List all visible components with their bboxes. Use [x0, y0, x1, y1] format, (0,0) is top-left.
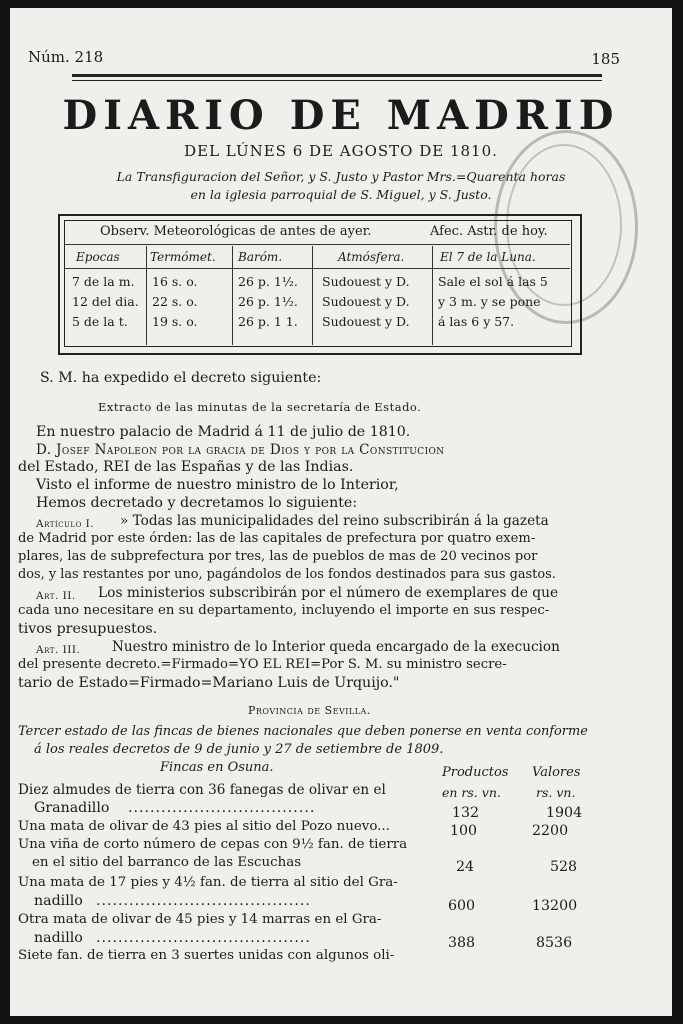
header-rule-thin — [72, 80, 602, 81]
finca-3-line-1: Una viña de corto número de cepas con 9½ fan. de tierra — [18, 837, 408, 852]
finca-3-valor: 528 — [550, 859, 578, 875]
article-3-line-2: del presente decreto.=Firmado=YO EL REI=Por S. M. su ministro secre- — [18, 657, 507, 672]
saints-line-2: en la iglesia parroquial de S. Miguel, y S. Justo. — [190, 187, 492, 202]
meteo-rule — [64, 268, 570, 269]
col-prod-unit: en rs. vn. — [442, 785, 501, 800]
meteo-divider — [232, 246, 233, 345]
dateline: DEL LÚNES 6 DE AGOSTO DE 1810. — [184, 142, 498, 160]
article-1-line-2: de Madrid por este órden: las de las capitales de prefectura por quatro exem- — [18, 531, 536, 546]
finca-3-line-2: en el sitio del barranco de las Escuchas — [32, 855, 302, 870]
finca-6-line-1: Siete fan. de tierra en 3 suertes unidas con algunos oli- — [18, 948, 395, 963]
col-luna: El 7 de la Luna. — [440, 250, 536, 264]
finca-5-line-2: nadillo — [34, 930, 83, 946]
article-3-line-1: Nuestro ministro de lo Interior queda encargado de la execucion — [112, 639, 560, 655]
finca-2-producto: 100 — [450, 823, 478, 839]
page-number: 185 — [591, 50, 620, 68]
col-productos: Productos — [442, 765, 509, 780]
astro-title: Afec. Astr. de hoy. — [430, 224, 548, 239]
row-1-epoca: 7 de la m. — [72, 274, 135, 289]
finca-1-producto: 132 — [452, 805, 480, 821]
article-2-label: Art. II. — [36, 590, 76, 602]
finca-1-line-2: Granadillo — [34, 800, 110, 816]
finca-4-producto: 600 — [448, 898, 476, 914]
article-1-line-3: plares, las de subprefectura por tres, las de pueblos de mas de 20 vecinos por — [18, 549, 538, 564]
decree-hemos: Hemos decretado y decretamos lo siguiente: — [36, 495, 358, 511]
row-1-barom: 26 p. 1½. — [238, 274, 298, 289]
finca-1-valor: 1904 — [546, 805, 583, 821]
meteo-title: Observ. Meteorológicas de antes de ayer. — [100, 224, 372, 239]
finca-4-line-1: Una mata de 17 pies y 4½ fan. de tierra al sitio del Gra- — [18, 875, 398, 890]
newspaper-page — [10, 8, 672, 1016]
article-2-line-3: tivos presupuestos. — [18, 621, 158, 637]
article-1-label: Artículo I. — [36, 518, 95, 530]
article-1-line-4: dos, y las restantes por uno, pagándolos de los fondos destinados para sus gastos. — [18, 567, 556, 582]
col-atmosfera: Atmósfera. — [338, 250, 405, 264]
province-heading: Provincia de Sevilla. — [248, 704, 371, 717]
finca-5-producto: 388 — [448, 935, 476, 951]
article-1-line-1: » Todas las municipalidades del reino subscribirán á la gazeta — [120, 513, 549, 529]
issue-number: Núm. 218 — [28, 48, 104, 66]
meteo-divider — [146, 246, 147, 345]
decree-king-2: del Estado, REI de las Españas y de las Indias. — [18, 459, 354, 475]
meteo-rule — [64, 244, 570, 245]
row-3-atm: Sudouest y D. — [322, 314, 410, 329]
article-2-line-2: cada uno necesitare en su departamento, incluyendo el importe en sus respec- — [18, 603, 550, 618]
article-2-line-1: Los ministerios subscribirán por el número de exemplares de que — [98, 585, 559, 601]
row-3-term: 19 s. o. — [152, 314, 198, 329]
row-3-epoca: 5 de la t. — [72, 314, 128, 329]
finca-3-producto: 24 — [456, 859, 475, 875]
saints-line-1: La Transfiguracion del Señor, y S. Justo y Pastor Mrs.=Quarenta horas — [116, 169, 566, 184]
col-epocas: Epocas — [76, 250, 120, 264]
finca-5-valor: 8536 — [536, 935, 573, 951]
col-fincas: Fincas en Osuna. — [160, 760, 274, 775]
row-2-barom: 26 p. 1½. — [238, 294, 298, 309]
row-2-epoca: 12 del dia. — [72, 294, 139, 309]
article-3-line-3: tario de Estado=Firmado=Mariano Luis de Urquijo." — [18, 675, 400, 691]
row-2-term: 22 s. o. — [152, 294, 198, 309]
col-termometro: Termómet. — [150, 250, 216, 264]
astro-line-1: Sale el sol á las 5 — [438, 274, 548, 289]
header-rule — [72, 74, 602, 77]
col-valores: Valores — [532, 765, 581, 780]
finca-1-leader: .................................. — [128, 800, 316, 816]
decree-intro: S. M. ha expedido el decreto siguiente: — [40, 370, 322, 386]
meteo-divider — [432, 246, 433, 345]
finca-4-leader: ....................................... — [96, 893, 311, 909]
row-2-atm: Sudouest y D. — [322, 294, 410, 309]
decree-king-1: D. Josef Napoleon por la gracia de Dios y por la Constitucion — [36, 442, 445, 458]
finca-2-line-1: Una mata de olivar de 43 pies al sitio del Pozo nuevo... — [18, 819, 390, 834]
astro-line-2: y 3 m. y se pone — [438, 294, 541, 309]
finca-5-leader: ....................................... — [96, 930, 311, 946]
finca-2-valor: 2200 — [532, 823, 569, 839]
finca-4-line-2: nadillo — [34, 893, 83, 909]
col-barometro: Baróm. — [238, 250, 283, 264]
finca-1-line-1: Diez almudes de tierra con 36 fanegas de olivar en el — [18, 782, 386, 798]
decree-heading: Extracto de las minutas de la secretaría de Estado. — [98, 400, 422, 414]
meteo-divider — [312, 246, 313, 345]
article-3-label: Art. III. — [36, 644, 81, 656]
finca-4-valor: 13200 — [532, 898, 578, 914]
decree-visto: Visto el informe de nuestro ministro de lo Interior, — [36, 477, 399, 493]
row-1-atm: Sudouest y D. — [322, 274, 410, 289]
province-intro-2: á los reales decretos de 9 de junio y 27 de setiembre de 1809. — [34, 742, 444, 757]
row-3-barom: 26 p. 1 1. — [238, 314, 298, 329]
finca-5-line-1: Otra mata de olivar de 45 pies y 14 marras en el Gra- — [18, 912, 382, 927]
row-1-term: 16 s. o. — [152, 274, 198, 289]
col-val-unit: rs. vn. — [536, 785, 576, 800]
decree-place: En nuestro palacio de Madrid á 11 de julio de 1810. — [36, 424, 411, 440]
masthead-title: DIARIO DE MADRID — [62, 92, 620, 139]
province-intro-1: Tercer estado de las fincas de bienes nacionales que deben ponerse en venta conforme — [18, 724, 588, 739]
astro-line-3: á las 6 y 57. — [438, 314, 515, 329]
